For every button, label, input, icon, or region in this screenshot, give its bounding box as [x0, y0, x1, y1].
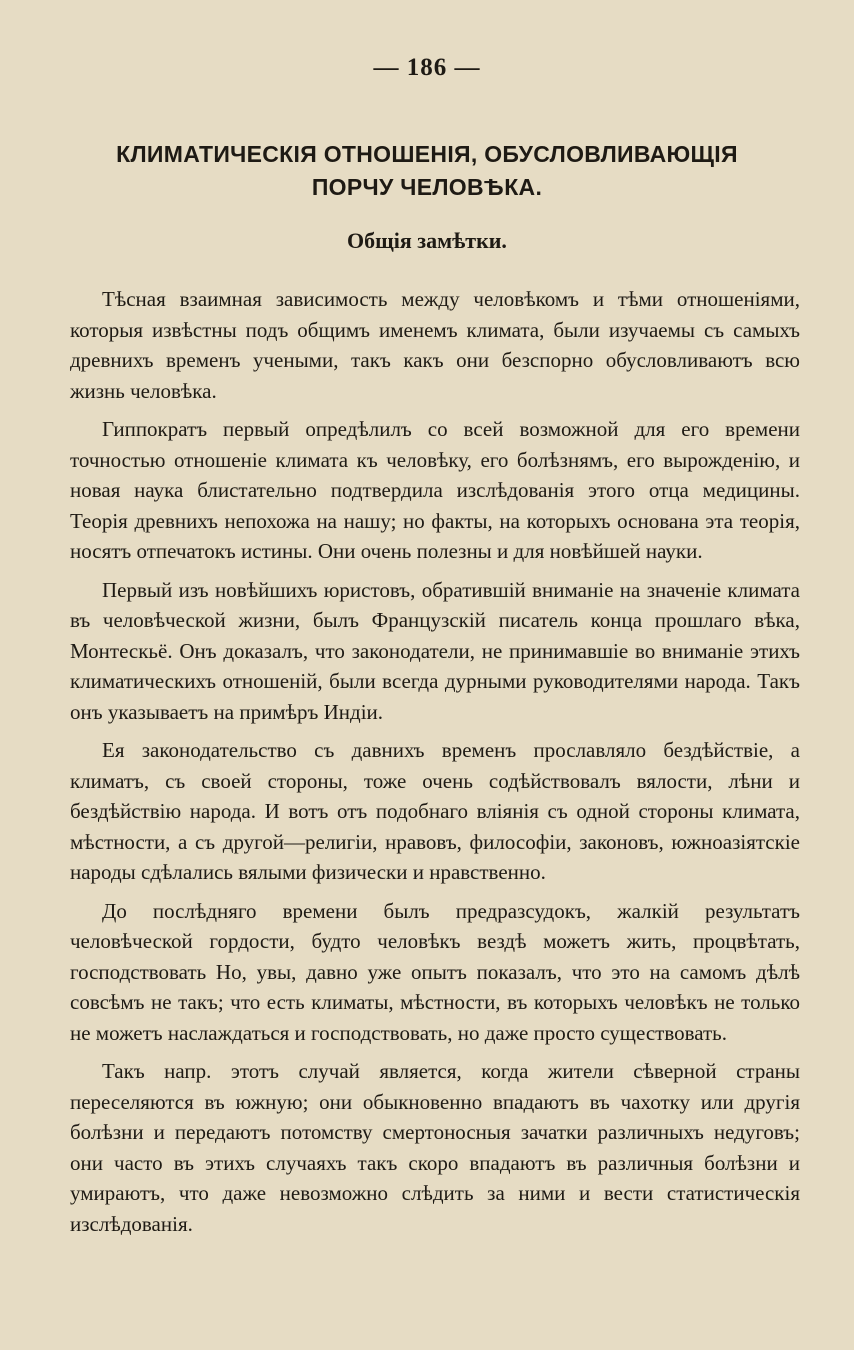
paragraph: Гиппократъ первый опредѣлилъ со всей возможной для его времени точностью отношеніе климата къ человѣку, его болѣзнямъ, его вырожденію, и новая наука блистательно подтвердила изслѣдованія этого отца медицины. Теорія древнихъ непохожа на нашу; но факты, на которыхъ основана эта теорія, носятъ отпечатокъ истины. Они очень полезны и для новѣйшей науки. — [70, 417, 800, 563]
paragraph: Ея законодательство съ давнихъ временъ прославляло бездѣйствіе, а климатъ, съ своей стороны, тоже очень содѣйствовалъ вялости, лѣни и бездѣйствію народа. И вотъ отъ подобнаго вліянія съ одной стороны климата, мѣстности, а съ другой—религіи, нравовъ, философіи, законовъ, южноазіятскіе народы сдѣлались вялыми физически и нравственно. — [70, 738, 800, 884]
paragraph: До послѣдняго времени былъ предразсудокъ, жалкій результатъ человѣческой гордости, будто человѣкъ вездѣ можетъ жить, процвѣтать, господствовать Но, увы, давно уже опытъ показалъ, что это на самомъ дѣлѣ совсѣмъ не такъ; что есть климаты, мѣстности, въ которыхъ человѣкъ не только не можетъ наслаждаться и господствовать, но даже просто существовать. — [70, 898, 800, 1045]
body-text — [70, 284, 800, 1247]
chapter-title: КЛИМАТИЧЕСКІЯ ОТНОШЕНІЯ, ОБУСЛОВЛИВАЮЩІЯ ПОРЧУ ЧЕЛОВѢКА. — [116, 141, 738, 200]
paragraph: Первый изъ новѣйшихъ юристовъ, обратившій вниманіе на значеніе климата въ человѣческой жизни, былъ Французскій писатель конца прошлаго вѣка, Монтескьё. Онъ доказалъ, что законодатели, не принимавшіе во вниманіе этихъ климатическихъ отношеній, были всегда дурными руководителями народа. Такъ онъ указываетъ на примѣръ Индіи. — [70, 577, 800, 724]
paragraph: Тѣсная взаимная зависимость между человѣкомъ и тѣми отношеніями, которыя извѣстны подъ общимъ именемъ климата, были изучаемы съ самыхъ древнихъ временъ учеными, такъ какъ они безспорно обусловливаютъ всю жизнь человѣка. — [70, 287, 800, 403]
section-title: Общія замѣтки. — [347, 228, 507, 253]
paragraph: Такъ напр. этотъ случай является, когда жители сѣверной страны переселяются въ южную; они обыкновенно впадаютъ въ чахотку или другія болѣзни и передаютъ потомству смертоносныя зачатки различныхъ недуговъ; они часто въ этихъ случаяхъ такъ скоро впадаютъ въ различныя болѣзни и умираютъ, что даже невозможно слѣдить за ними и вести статистическія изслѣдованія. — [70, 1059, 800, 1236]
page-number: — 186 — — [373, 54, 481, 81]
